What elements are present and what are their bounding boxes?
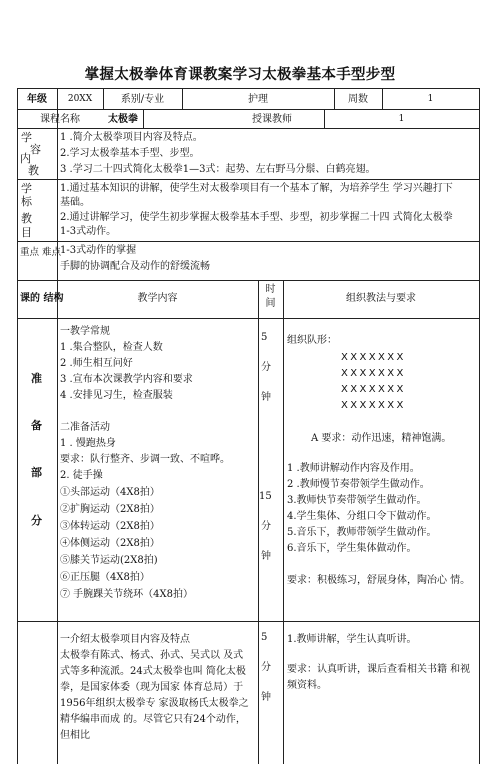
list-item: ⑥正压腿（4X8拍） bbox=[60, 572, 150, 583]
list-item: 4.学生集体、分组口令下做动作。 bbox=[287, 511, 437, 522]
weeks-value: 1 bbox=[427, 94, 434, 104]
structure-header: 课的 结构 bbox=[20, 293, 64, 304]
requirement-text: 要求：积极练习，舒展身体，陶冶心 情。 bbox=[287, 575, 471, 586]
document-title: 掌握太极拳体育课教案学习太极拳基本手型步型 bbox=[84, 67, 396, 83]
method-header: 组织教法与要求 bbox=[346, 293, 416, 304]
list-item: ③体转运动（2X8拍） bbox=[60, 521, 160, 532]
key-point: 1-3式动作的掌握 bbox=[60, 245, 137, 256]
list-item: 2 .教师慢节奏带领学生做动作。 bbox=[287, 479, 430, 490]
list-item: 6.音乐下，学生集体做动作。 bbox=[287, 543, 417, 554]
list-item: 1 .教师讲解动作内容及作用。 bbox=[287, 463, 420, 474]
list-item: 5.音乐下，教师带领学生做动作。 bbox=[287, 527, 437, 538]
requirement-text: A 要求：动作迅速，精神饱满。 bbox=[311, 433, 452, 444]
teacher-label: 授课教师 bbox=[252, 114, 292, 125]
list-item: 3.教师快节奏带领学生做动作。 bbox=[287, 495, 427, 506]
time-header: 时 bbox=[265, 284, 276, 295]
list-item: ⑤膝关节运动(2X8拍) bbox=[60, 555, 158, 566]
grade-label: 年级 bbox=[27, 94, 47, 105]
basic-requirement: 频资料。 bbox=[287, 680, 327, 691]
lesson-plan-page: 掌握太极拳体育课教案学习太极拳基本手型步型 年级 20XX 系别/专业 护理 周数 1 课程名称 太极拳 授课教师 1 学 容 内 教 1 .简介太极拳项目内容及特点。 2.学习太极拳基本手型、步型。 3 .学习二十四式简化太极拳1—3式：起势、左右野马分鬃、白鹤亮翅。 学 标 教 目 1.通过基本知识的讲解，使学生对太极拳项目有一个基本了解，为培养学生 学习兴趣打下 基础。 2.通过讲解学习，使学生初步掌握太极拳基本手型、步型，初步掌握二十四 式简化太极拳 1-3式动作。 重点 难点 1-3式动作的掌握 手脚的协调配合及动作的舒缓流畅 课的 结构 教学内容 时 间 组织教法与要求 准 备 部 分 一教学常规 1 .集合整队，检查人数 2 .师生相互问好 3 .宣布本次课教学内容和要求 4 .安排见习生，检查服装 二准备活动 1 . 慢跑热身 要求：队行整齐、步调一致、不喧哗。 2. 徒手操 ①头部运动（4X8拍） ②扩胸运动（2X8拍） ③体转运动（2X8拍） ④体侧运动（2X8拍） ⑤膝关节运动(2X8拍) ⑥正压腿（4X8拍） ⑦ 手腕踝关节绕环（4X8拍） 5 分 钟 15 分 钟 组织队形： XXXXXXX XXXXXXX XXXXXXX XXXXXXX A 要求：动作迅速，精神饱满。 1 .教师讲解动作内容及作用。 2 .教师慢节奏带领学生做动作。 3.教师快节奏带领学生做动作。 4.学生集体、分组口令下做动作。 5.音乐下，教师带领学生做动作。 6.音乐下，学生集体做动作。 要求：积极练习，舒展身体，陶冶心 情。 一介绍太极拳项目内容及特点 太极拳有陈式、杨式、孙式、吴式以 及式 式等多种流派。24式太极拳也叫 简化太极 拳，是国家体委（现为国家 体育总局）于 1956年组织太极拳专 家汲取杨氏太极拳之 精华编串而成 的。尽管它只有24个动作， 但相比 5 分 钟 1.教师讲解，学生认真听讲。 要求：认真听讲，课后查看相关书籍 和视 频资料。 bbox=[0, 0, 480, 764]
formation-label: 组织队形： bbox=[287, 335, 337, 346]
content-header: 教学内容 bbox=[137, 293, 178, 304]
list-item: ①头部运动（4X8拍） bbox=[60, 487, 160, 498]
list-item: 1 .简介太极拳项目内容及特点。 bbox=[60, 132, 203, 143]
course-name-label: 课程名称 bbox=[40, 114, 80, 125]
basic-requirement: 要求：认真听讲，课后查看相关书籍 和视 bbox=[287, 664, 471, 675]
key-points-label: 重点 难点 bbox=[20, 247, 62, 258]
basic-method: 1.教师讲解，学生认真听讲。 bbox=[287, 634, 417, 645]
list-item: ⑦ 手腕踝关节绕环（4X8拍） bbox=[60, 589, 194, 600]
time-header: 间 bbox=[265, 298, 276, 309]
dept-value: 护理 bbox=[248, 94, 268, 105]
key-point: 手脚的协调配合及动作的舒缓流畅 bbox=[60, 261, 210, 272]
course-name-value: 太极拳 bbox=[108, 114, 138, 125]
grade-value: 20XX bbox=[67, 94, 93, 104]
weeks-label: 周数 bbox=[348, 94, 368, 105]
teacher-value: 1 bbox=[398, 114, 405, 124]
list-item: ④体侧运动（2X8拍） bbox=[60, 538, 160, 549]
list-item: ②扩胸运动（2X8拍） bbox=[60, 504, 160, 515]
dept-label: 系别/专业 bbox=[120, 94, 165, 105]
list-item: 2.学习太极拳基本手型、步型。 bbox=[60, 148, 200, 159]
list-item: 3 .学习二十四式简化太极拳1—3式：起势、左右野马分鬃、白鹤亮翅。 bbox=[60, 164, 376, 175]
